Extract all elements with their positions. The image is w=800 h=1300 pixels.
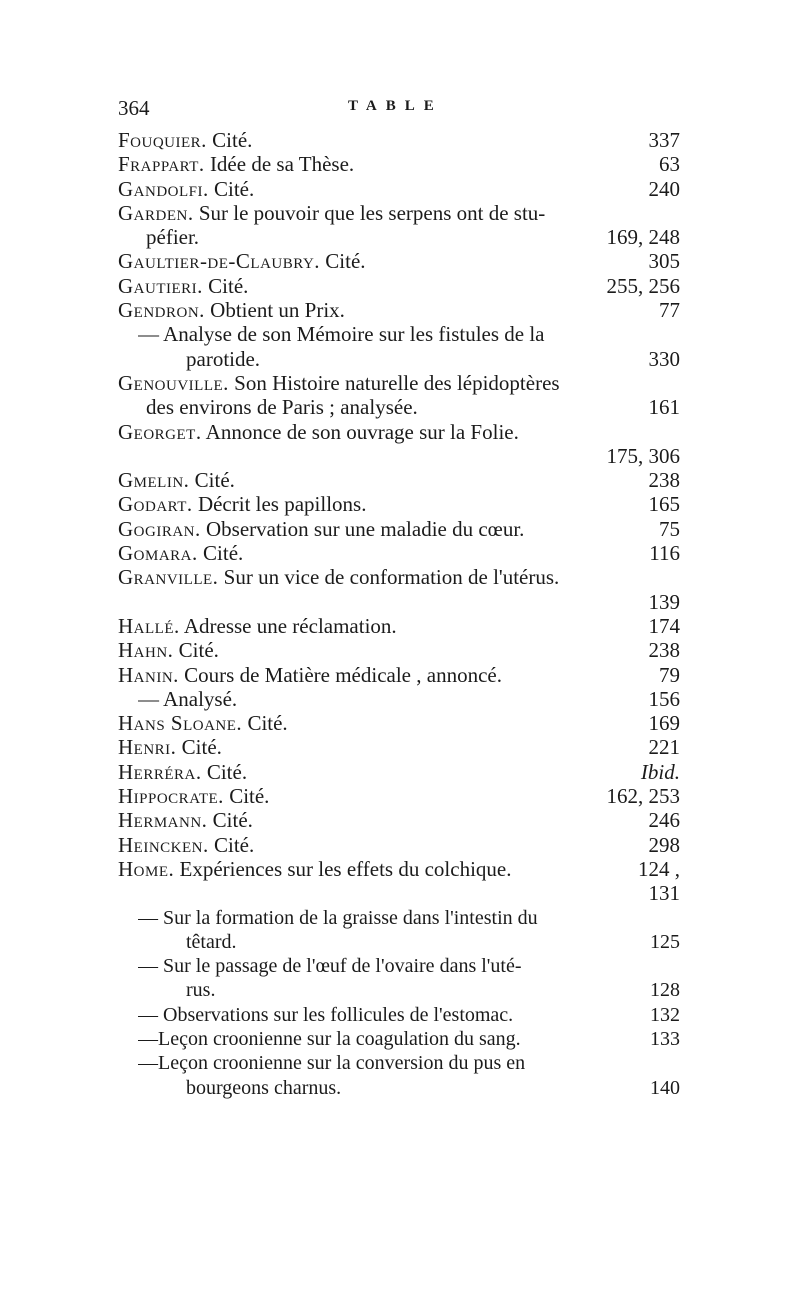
index-entry [118, 492, 680, 516]
entry-text: Godart. Décrit les papillons. [118, 492, 367, 517]
page-reference: Ibid. [640, 759, 680, 784]
page-reference: 169, 248 [606, 225, 680, 250]
index-page [118, 92, 680, 1100]
entry-text: Granville. Sur un vice de conformation de l'utérus. [118, 565, 560, 590]
entry-line [118, 444, 680, 468]
entry-line [118, 395, 680, 419]
entry-line [118, 760, 680, 784]
index-subentry [118, 1027, 680, 1051]
page-reference: 161 [648, 395, 680, 420]
entry-line [118, 201, 680, 225]
entry-text: têtard. [186, 930, 237, 953]
entry-line [138, 687, 680, 711]
page-reference: 298 [648, 832, 680, 857]
entry-text: Gomara. Cité. [118, 541, 244, 566]
page-reference: 240 [648, 176, 680, 201]
entry-text: —Leçon croonienne sur la coagulation du sang. [138, 1027, 521, 1050]
entry-name: Hippocrate. [118, 784, 224, 809]
entry-name: Hahn. [118, 638, 174, 663]
entry-text: bourgeons charnus. [186, 1076, 342, 1099]
entry-line [118, 128, 680, 152]
entry-text: Frappart. Idée de sa Thèse. [118, 152, 355, 177]
entry-text: —Leçon croonienne sur la conversion du pus en [138, 1052, 526, 1075]
page-reference: 125 [650, 930, 680, 953]
entry-line [138, 1051, 680, 1075]
page-reference: 238 [648, 468, 680, 493]
index-entries [118, 128, 680, 1100]
entry-name: Hallé. [118, 613, 180, 638]
index-subentry [118, 954, 680, 1003]
entry-line [138, 954, 680, 978]
entry-text: Hans Sloane. Cité. [118, 711, 288, 736]
index-entry [118, 614, 680, 638]
running-head: TABLE [348, 98, 443, 114]
entry-line [118, 298, 680, 322]
entry-text: Heincken. Cité. [118, 832, 255, 857]
entry-line [138, 347, 680, 371]
index-entry [118, 468, 680, 492]
entry-line [118, 274, 680, 298]
entry-text: Gandolfi. Cité. [118, 176, 255, 201]
page-reference: 75 [659, 516, 680, 541]
entry-name: Granville. [118, 565, 219, 590]
entry-line [118, 735, 680, 759]
entry-line [118, 152, 680, 176]
entry-name: Godart. [118, 492, 193, 517]
entry-text: Henri. Cité. [118, 735, 222, 760]
entry-text: Hippocrate. Cité. [118, 784, 270, 809]
entry-name: Hanin. [118, 662, 179, 687]
entry-text: Hallé. Adresse une réclamation. [118, 613, 397, 638]
entry-line [118, 614, 680, 638]
entry-text: — Analyse de son Mémoire sur les fistules de la [138, 322, 545, 347]
index-subentry [118, 1003, 680, 1027]
page-reference: 77 [659, 298, 680, 323]
index-entry [118, 784, 680, 808]
page-reference: 79 [659, 662, 680, 687]
page-reference: 124 , [638, 856, 680, 881]
entry-line [118, 249, 680, 273]
entry-name: Gautieri. [118, 273, 203, 298]
entry-line [118, 711, 680, 735]
index-entry [118, 735, 680, 759]
index-entry [118, 760, 680, 784]
entry-line [118, 881, 680, 905]
page-reference: 63 [659, 152, 680, 177]
entry-line [118, 808, 680, 832]
page-reference: 238 [648, 638, 680, 663]
entry-text: des environs de Paris ; analysée. [146, 395, 418, 420]
entry-text: — Sur la formation de la graisse dans l'intestin du [138, 906, 538, 929]
index-subentry [118, 687, 680, 711]
index-entry [118, 274, 680, 298]
index-entry [118, 201, 680, 250]
entry-name: Home. [118, 856, 175, 881]
entry-line [118, 371, 680, 395]
entry-text: Gautieri. Cité. [118, 273, 249, 298]
page-reference: 246 [648, 808, 680, 833]
entry-line [118, 857, 680, 881]
entry-line [118, 517, 680, 541]
entry-line [138, 906, 680, 930]
entry-name: Fouquier. [118, 128, 207, 152]
index-entry [118, 128, 680, 152]
index-entry [118, 711, 680, 735]
index-subentry [118, 906, 680, 955]
entry-line [118, 420, 680, 444]
index-entry [118, 541, 680, 565]
index-entry [118, 298, 680, 322]
entry-name: Henri. [118, 735, 177, 760]
entry-line [118, 833, 680, 857]
page-reference: 131 [648, 881, 680, 906]
entry-line [118, 590, 680, 614]
page-reference: 116 [649, 541, 680, 566]
index-entry [118, 663, 680, 687]
entry-name: Gendron. [118, 298, 205, 323]
page-reference: 128 [650, 979, 680, 1002]
index-subentry [118, 1051, 680, 1100]
entry-name: Gomara. [118, 541, 198, 566]
entry-line [138, 1076, 680, 1100]
entry-line [138, 1003, 680, 1027]
entry-line [118, 784, 680, 808]
entry-text: Hahn. Cité. [118, 638, 219, 663]
entry-text: Garden. Sur le pouvoir que les serpens ont de stu- [118, 200, 546, 225]
entry-name: Gaultier-de-Claubry. [118, 249, 321, 274]
entry-name: Frappart. [118, 152, 205, 177]
entry-name: Heincken. [118, 832, 209, 857]
entry-name: Genouville. [118, 370, 229, 395]
page-reference: 337 [648, 128, 680, 152]
page-reference: 133 [650, 1027, 680, 1050]
entry-text: Gaultier-de-Claubry. Cité. [118, 249, 366, 274]
entry-text: Hanin. Cours de Matière médicale , annoncé. [118, 662, 502, 687]
page-reference: 305 [648, 249, 680, 274]
entry-line [118, 565, 680, 589]
index-entry [118, 249, 680, 273]
entry-text: péfier. [146, 225, 200, 250]
entry-text: rus. [186, 979, 216, 1002]
entry-text: — Observations sur les follicules de l'estomac. [138, 1003, 514, 1026]
page-reference: 175, 306 [606, 443, 680, 468]
index-entry [118, 177, 680, 201]
entry-text: Gendron. Obtient un Prix. [118, 298, 345, 323]
entry-text: parotide. [186, 346, 261, 371]
entry-text: Gmelin. Cité. [118, 468, 235, 493]
entry-line [138, 1027, 680, 1051]
index-entry [118, 371, 680, 420]
page-reference: 255, 256 [606, 273, 680, 298]
page-reference: 221 [648, 735, 680, 760]
page-reference: 165 [648, 492, 680, 517]
entry-line [138, 930, 680, 954]
entry-line [118, 541, 680, 565]
entry-text: Georget. Annonce de son ouvrage sur la Folie. [118, 419, 519, 444]
entry-line [138, 978, 680, 1002]
entry-line [118, 638, 680, 662]
entry-line [118, 492, 680, 516]
entry-text: Home. Expériences sur les effets du colchique. [118, 856, 512, 881]
page-reference: 139 [648, 589, 680, 614]
page-number: 364 [118, 96, 150, 120]
page-header [118, 92, 680, 128]
page-reference: 169 [648, 711, 680, 736]
entry-name: Georget. [118, 419, 202, 444]
page-reference: 330 [648, 346, 680, 371]
page-reference: 156 [648, 686, 680, 711]
entry-name: Gandolfi. [118, 176, 209, 201]
page-reference: 174 [648, 613, 680, 638]
entry-name: Herréra. [118, 759, 202, 784]
entry-text: Fouquier. Cité. [118, 128, 253, 152]
entry-name: Hermann. [118, 808, 208, 833]
entry-text: Herréra. Cité. [118, 759, 248, 784]
entry-line [118, 177, 680, 201]
index-entry [118, 808, 680, 832]
entry-line [118, 225, 680, 249]
entry-line [138, 322, 680, 346]
entry-text: Hermann. Cité. [118, 808, 253, 833]
entry-name: Garden. [118, 200, 194, 225]
entry-name: Hans Sloane. [118, 711, 243, 736]
index-subentry [118, 322, 680, 371]
index-entry [118, 857, 680, 906]
entry-line [118, 663, 680, 687]
entry-text: — Sur le passage de l'œuf de l'ovaire dans l'uté- [138, 955, 522, 978]
index-entry [118, 833, 680, 857]
entry-text: Genouville. Son Histoire naturelle des lépidoptères [118, 370, 560, 395]
entry-line [118, 468, 680, 492]
entry-text: — Analysé. [138, 686, 238, 711]
index-entry [118, 420, 680, 469]
page-reference: 162, 253 [606, 784, 680, 809]
index-entry [118, 152, 680, 176]
index-entry [118, 517, 680, 541]
index-entry [118, 565, 680, 614]
index-entry [118, 638, 680, 662]
page-reference: 140 [650, 1076, 680, 1099]
entry-text: Gogiran. Observation sur une maladie du cœur. [118, 516, 525, 541]
entry-name: Gogiran. [118, 516, 201, 541]
entry-name: Gmelin. [118, 468, 190, 493]
page-reference: 132 [650, 1003, 680, 1026]
